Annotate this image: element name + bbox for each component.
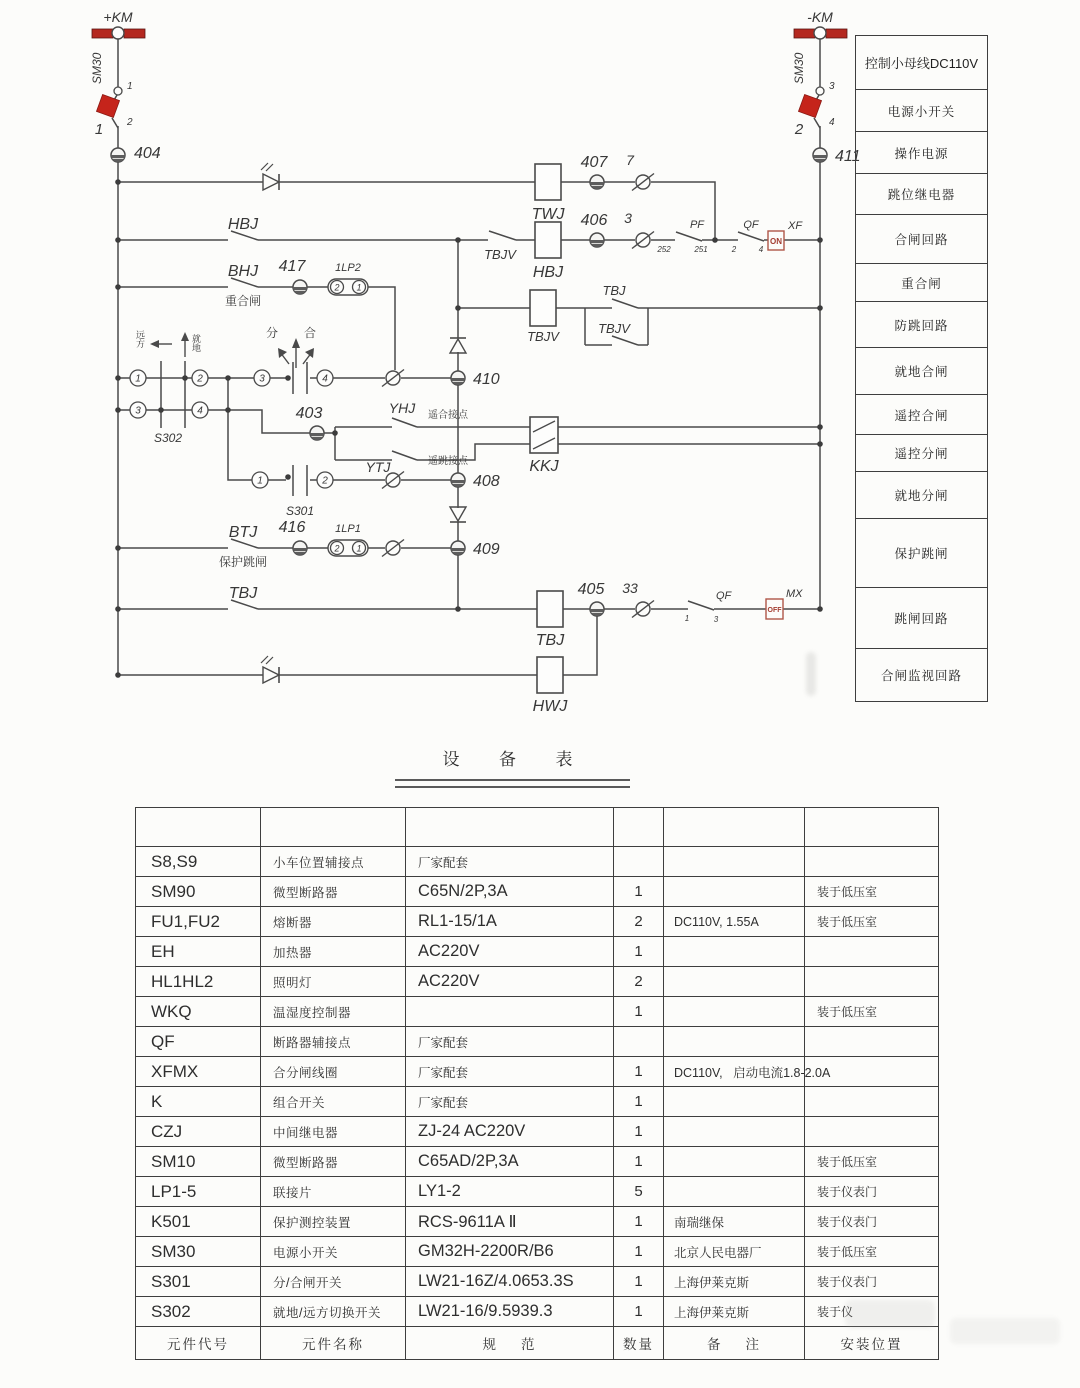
ytj-label: YTJ	[365, 459, 391, 475]
function-row: 合闸监视回路	[856, 648, 987, 701]
xf-on-label: ON	[770, 237, 782, 246]
table-cell: EH	[136, 936, 261, 966]
function-row: 跳位继电器	[856, 173, 987, 214]
s301-t1: 1	[257, 475, 263, 487]
table-row	[136, 808, 938, 846]
table-cell	[664, 1176, 805, 1206]
diode-top-icon	[261, 163, 279, 190]
function-row: 就地分闸	[856, 471, 987, 518]
hwj-coil-box	[537, 657, 563, 693]
table-cell: 南瑞继保	[664, 1206, 805, 1236]
table-cell: 联接片	[261, 1176, 406, 1206]
kkj-coil-box	[530, 417, 558, 453]
table-cell: 中间继电器	[261, 1116, 406, 1146]
s302-t1: 1	[135, 373, 141, 385]
table-cell: 厂家配套	[406, 1026, 614, 1056]
row-close-t4: 4	[322, 373, 328, 385]
pf-252-label: 252	[657, 245, 671, 254]
table-cell	[805, 846, 938, 876]
table-cell: SM30	[136, 1236, 261, 1266]
node-407-label: 407	[580, 154, 608, 171]
node-406-label: 406	[580, 212, 608, 229]
node-405-label: 405	[577, 581, 605, 598]
table-cell: 加热器	[261, 936, 406, 966]
table-cell: S8,S9	[136, 846, 261, 876]
table-cell: 1	[614, 1236, 664, 1266]
watermark-smudge	[806, 652, 816, 696]
tbjv-parallel-label: TBJV	[598, 321, 630, 336]
s301-t2: 2	[322, 475, 328, 487]
qf-close-4-label: 4	[758, 245, 764, 254]
table-row	[136, 1086, 938, 1116]
table-header-cell: 安装位置	[805, 1326, 938, 1359]
table-cell: C65N/2P,3A	[406, 876, 614, 906]
qf-trip-3-label: 3	[713, 615, 719, 624]
table-cell: DC110V, 1.55A	[664, 906, 805, 936]
table-cell: 微型断路器	[261, 1146, 406, 1176]
lp2-label: 1LP2	[335, 262, 361, 274]
table-cell: WKQ	[136, 996, 261, 1026]
function-row: 就地合闸	[856, 347, 987, 394]
bhj-note-label: 重合闸	[224, 294, 262, 308]
table-row	[136, 996, 938, 1026]
table-cell	[614, 808, 664, 846]
table-cell: C65AD/2P,3A	[406, 1146, 614, 1176]
table-cell: 熔断器	[261, 906, 406, 936]
table-cell: 照明灯	[261, 966, 406, 996]
table-row	[136, 936, 938, 966]
s302-t2: 2	[197, 373, 203, 385]
table-cell: 保护测控装置	[261, 1206, 406, 1236]
node-409-label: 409	[473, 541, 500, 558]
table-cell	[406, 996, 614, 1026]
table-cell: 装于仪表门	[805, 1266, 938, 1296]
title-double-rule	[395, 779, 630, 788]
table-row	[136, 1026, 938, 1056]
table-cell	[805, 966, 938, 996]
table-cell: RCS-9611A Ⅱ	[406, 1206, 614, 1236]
table-header-cell: 规 范	[406, 1326, 614, 1359]
relay-boxes	[530, 164, 563, 693]
function-row: 遥控合闸	[856, 394, 987, 434]
table-row	[136, 906, 938, 936]
table-header-cell: 备 注	[664, 1326, 805, 1359]
table-cell	[406, 808, 614, 846]
junction-dots	[115, 179, 823, 678]
device-table	[135, 807, 939, 1360]
table-cell: S302	[136, 1296, 261, 1326]
table-cell: 装于低压室	[805, 1146, 938, 1176]
watermark-smudge	[950, 1318, 1060, 1344]
node-404-label: 404	[134, 145, 161, 162]
function-panel	[855, 35, 988, 702]
lp2-t1-label: 1	[356, 282, 362, 293]
table-cell: 就地/远方切换开关	[261, 1296, 406, 1326]
table-cell: 1	[614, 1116, 664, 1146]
node-403-label: 403	[295, 405, 323, 422]
tbj-parallel-label: TBJ	[602, 283, 626, 298]
table-row	[136, 846, 938, 876]
fen-label: 分	[265, 326, 279, 340]
table-cell: SM90	[136, 876, 261, 906]
sm30-left-t1: 1	[127, 81, 133, 92]
pf-contact-label: PF	[689, 219, 705, 231]
qf-trip-1-label: 1	[684, 614, 690, 623]
node-417-label: 417	[278, 258, 306, 275]
lp1-t1-label: 1	[356, 543, 362, 554]
mx-label: MX	[786, 588, 803, 600]
table-cell: K	[136, 1086, 261, 1116]
wires	[118, 39, 820, 675]
table-cell: 微型断路器	[261, 876, 406, 906]
table-cell	[614, 846, 664, 876]
table-cell	[664, 996, 805, 1026]
pf-251-label: 251	[694, 245, 708, 254]
table-cell: XFMX	[136, 1056, 261, 1086]
tbjv-coil-label: TBJV	[527, 329, 559, 344]
function-row: 操作电源	[856, 131, 987, 173]
table-header-cell: 数量	[614, 1326, 664, 1359]
xf-label: XF	[788, 220, 803, 232]
table-cell: K501	[136, 1206, 261, 1236]
table-cell: 温湿度控制器	[261, 996, 406, 1026]
table-cell	[805, 808, 938, 846]
diode-down-icon	[450, 507, 466, 522]
pole-right-label: 2	[794, 121, 804, 138]
table-cell: 厂家配套	[406, 1056, 614, 1086]
btj-note-label: 保护跳闸	[218, 555, 268, 569]
table-cell: 小车位置辅接点	[261, 846, 406, 876]
table-cell	[664, 846, 805, 876]
table-cell: AC220V	[406, 936, 614, 966]
table-header-cell: 元件代号	[136, 1326, 261, 1359]
node-411-label: 411	[835, 148, 861, 165]
function-row: 合闸回路	[856, 214, 987, 263]
table-cell: RL1-15/1A	[406, 906, 614, 936]
function-row: 重合闸	[856, 263, 987, 301]
hwj-coil-label: HWJ	[532, 698, 568, 715]
table-cell: 电源小开关	[261, 1236, 406, 1266]
table-cell: DC110V, 启动电流1.8-2.0A	[664, 1056, 805, 1086]
node-410-label: 410	[473, 371, 500, 388]
table-cell: 装于低压室	[805, 876, 938, 906]
sm30-right-t3: 3	[829, 81, 835, 92]
table-cell: 北京人民电器厂	[664, 1236, 805, 1266]
table-cell	[664, 1086, 805, 1116]
table-cell: 2	[614, 906, 664, 936]
table-cell: 1	[614, 996, 664, 1026]
qf-close-2-label: 2	[731, 245, 737, 254]
tbj-contact-label: TBJ	[228, 585, 258, 602]
device-table-title	[395, 745, 630, 788]
table-cell	[664, 1146, 805, 1176]
lp1-label: 1LP1	[335, 523, 361, 535]
tbjv-contact-label: TBJV	[484, 247, 516, 262]
table-cell: SM10	[136, 1146, 261, 1176]
yhj-label: YHJ	[388, 400, 416, 416]
pole-left-label: 1	[94, 121, 104, 138]
table-cell: QF	[136, 1026, 261, 1056]
table-cell: 1	[614, 876, 664, 906]
table-cell: 2	[614, 966, 664, 996]
table-cell: 5	[614, 1176, 664, 1206]
table-row	[136, 1116, 938, 1146]
he-label: 合	[303, 326, 317, 340]
table-cell: 装于低压室	[805, 906, 938, 936]
function-row: 防跳回路	[856, 301, 987, 347]
sm30-right-label: SM30	[792, 52, 806, 84]
table-cell: 上海伊莱克斯	[664, 1296, 805, 1326]
table-row	[136, 1176, 938, 1206]
table-row	[136, 1296, 938, 1326]
tbjv-coil-box	[530, 290, 556, 326]
sm30-left-t2: 2	[127, 117, 133, 128]
mx-off-label: OFF	[767, 607, 782, 614]
hbj-contact-label: HBJ	[227, 216, 259, 233]
table-cell	[664, 966, 805, 996]
table-header-cell: 元件名称	[261, 1326, 406, 1359]
table-cell: GM32H-2200R/B6	[406, 1236, 614, 1266]
btj-contact-label: BTJ	[228, 524, 258, 541]
table-cell	[664, 1116, 805, 1146]
positive-busbar	[92, 27, 145, 39]
table-row	[136, 876, 938, 906]
table-cell: 装于仪表门	[805, 1176, 938, 1206]
twj-coil-label: TWJ	[531, 206, 565, 223]
table-row	[136, 1206, 938, 1236]
table-cell: 分/合闸开关	[261, 1266, 406, 1296]
table-cell: 1	[614, 1086, 664, 1116]
table-cell: 厂家配套	[406, 846, 614, 876]
table-cell: 装于仪表门	[805, 1206, 938, 1236]
table-cell: LP1-5	[136, 1176, 261, 1206]
table-footer-row	[136, 1326, 938, 1359]
function-row: 电源小开关	[856, 89, 987, 131]
node-416-label: 416	[278, 519, 306, 536]
twj-coil-box	[535, 164, 561, 200]
diode-up-icon	[450, 338, 466, 353]
terminal-nodes	[111, 148, 827, 616]
table-cell: 1	[614, 1056, 664, 1086]
ytj-note-label: 遥跳接点	[428, 456, 468, 467]
tbj-coil-label: TBJ	[535, 632, 565, 649]
table-cell: ZJ-24 AC220V	[406, 1116, 614, 1146]
yuanfang-label: 远方	[135, 330, 145, 348]
table-cell: 断路器辅接点	[261, 1026, 406, 1056]
table-cell	[805, 1086, 938, 1116]
table-row	[136, 1146, 938, 1176]
table-cell: 上海伊莱克斯	[664, 1266, 805, 1296]
node-408-label: 408	[473, 473, 500, 490]
table-cell: 1	[614, 1296, 664, 1326]
hbj-coil-box	[535, 222, 561, 258]
table-cell: HL1HL2	[136, 966, 261, 996]
table-cell: 1	[614, 936, 664, 966]
kkj-coil-label: KKJ	[529, 458, 559, 475]
hbj-coil-label: HBJ	[532, 264, 564, 281]
function-row: 保护跳闸	[856, 518, 987, 587]
table-cell: FU1,FU2	[136, 906, 261, 936]
lp2-t2-label: 2	[334, 282, 340, 293]
sm30-right-t4: 4	[829, 117, 835, 128]
row-close-t3: 3	[259, 373, 265, 385]
table-cell: 组合开关	[261, 1086, 406, 1116]
function-row: 控制小母线DC110V	[864, 56, 979, 71]
terminal-7-label: 7	[626, 152, 634, 168]
table-cell: CZJ	[136, 1116, 261, 1146]
direction-arrows	[150, 332, 314, 368]
table-row	[136, 1266, 938, 1296]
qf-close-label: QF	[743, 219, 759, 231]
table-cell	[664, 1026, 805, 1056]
table-cell	[805, 936, 938, 966]
table-cell: 1	[614, 1266, 664, 1296]
table-cell	[805, 1116, 938, 1146]
table-cell	[664, 936, 805, 966]
table-cell	[664, 808, 805, 846]
table-cell: AC220V	[406, 966, 614, 996]
table-cell: 装于低压室	[805, 1236, 938, 1266]
bus-negative-label: -KM	[807, 9, 833, 25]
table-cell: S301	[136, 1266, 261, 1296]
s302-t3: 3	[135, 405, 141, 417]
terminal-3-label: 3	[624, 210, 632, 226]
table-cell: 1	[614, 1146, 664, 1176]
bus-positive-label: +KM	[103, 9, 133, 25]
table-cell: 厂家配套	[406, 1086, 614, 1116]
s302-t4: 4	[197, 405, 203, 417]
sm30-left-label: SM30	[90, 52, 104, 84]
diode-bottom-icon	[261, 656, 279, 683]
table-cell: LW21-16Z/4.0653.3S	[406, 1266, 614, 1296]
table-cell	[136, 808, 261, 846]
device-table-title-text: 设 备 表	[442, 750, 583, 769]
table-row	[136, 1236, 938, 1266]
table-cell: 合分闸线圈	[261, 1056, 406, 1086]
table-cell: LW21-16/9.5939.3	[406, 1296, 614, 1326]
function-row: 跳闸回路	[856, 587, 987, 648]
lp1-t2-label: 2	[334, 543, 340, 554]
table-cell	[614, 1026, 664, 1056]
negative-busbar	[794, 27, 847, 39]
table-cell	[664, 876, 805, 906]
table-cell: 装于低压室	[805, 996, 938, 1026]
qf-trip-label: QF	[716, 590, 732, 602]
s301-label: S301	[285, 504, 315, 518]
jiudi-label: 就地	[191, 334, 201, 352]
function-row: 遥控分闸	[856, 434, 987, 471]
table-cell: 1	[614, 1206, 664, 1236]
s302-label: S302	[153, 431, 183, 445]
bhj-contact-label: BHJ	[227, 263, 259, 280]
table-cell: LY1-2	[406, 1176, 614, 1206]
table-cell	[805, 1026, 938, 1056]
table-cell	[261, 808, 406, 846]
tbj-coil-box	[537, 591, 563, 627]
terminal-33-label: 33	[622, 580, 638, 596]
table-row	[136, 966, 938, 996]
watermark-smudge	[845, 1300, 935, 1328]
yhj-note-label: 遥合接点	[428, 410, 468, 421]
table-cell: 装于仪	[805, 1296, 938, 1326]
table-row	[136, 1056, 938, 1086]
